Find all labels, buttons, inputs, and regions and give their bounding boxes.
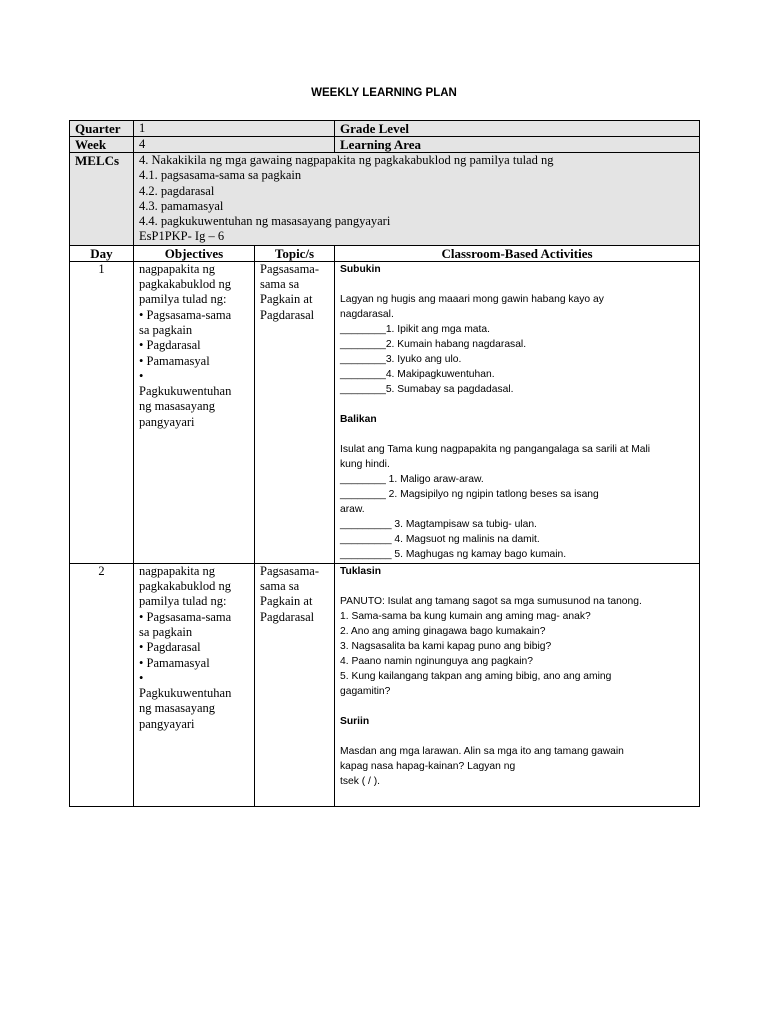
melc-line: 4. Nakakikila ng mga gawaing nagpapakita ng pagkakabuklod ng pamilya tulad ng: [139, 153, 554, 167]
column-header-day: Day: [70, 245, 134, 261]
cell-line: pamilya tulad ng:: [139, 292, 227, 307]
activity-line: 4. Paano namin nginunguya ang pagkain?: [340, 655, 533, 667]
melc-line: EsP1PKP- Ig – 6: [139, 229, 225, 244]
activity-line: Lagyan ng hugis ang maaari mong gawin habang kayo ay: [340, 293, 604, 305]
column-header-topics: Topic/s: [255, 245, 335, 261]
melc-line: 4.4. pagkukuwentuhan ng masasayang pangyayari: [139, 214, 391, 229]
activity-line: kapag nasa hapag-kainan? Lagyan ng: [340, 760, 516, 772]
cell-line: nagpapakita ng: [139, 563, 216, 578]
day-number: 2: [70, 563, 134, 806]
cell-line: • Pagsasama-sama: [139, 307, 232, 322]
cell-line: Pagkukuwentuhan: [139, 686, 232, 701]
melc-line: 4.1. pagsasama-sama sa pagkain: [139, 168, 302, 183]
document-title: WEEKLY LEARNING PLAN: [311, 87, 457, 99]
week-row: [70, 137, 700, 153]
cell-line: ng masasayang: [139, 399, 216, 414]
melc-line: 4.3. pamamasyal: [139, 198, 224, 213]
activity-line: tsek ( / ).: [340, 775, 381, 787]
cell-line: sama sa: [260, 579, 300, 594]
activity-line: 2. Ano ang aming ginagawa bago kumakain?: [340, 625, 546, 637]
activity-line: _________ 5. Maghugas ng kamay bago kumain.: [340, 548, 567, 560]
cell-line: ng masasayang: [139, 701, 216, 716]
column-header-activities: Classroom-Based Activities: [335, 245, 700, 261]
objectives-cell: [134, 261, 255, 563]
activity-line: [340, 699, 694, 714]
activity-line: 1. Sama-sama ba kung kumain ang aming mag- anak?: [340, 610, 591, 622]
cell-line: pangyayari: [139, 716, 195, 731]
column-header-objectives: Objectives: [134, 245, 255, 261]
topic-cell: [255, 563, 335, 806]
cell-line: Pagkain at: [260, 292, 313, 307]
cell-line: • Pagdarasal: [139, 640, 201, 655]
activity-line: Isulat ang Tama kung nagpapakita ng pangangalaga sa sarili at Mali: [340, 443, 651, 455]
activity-line: 5. Kung kailangang takpan ang aming bibig, ano ang aming: [340, 670, 612, 682]
cell-line: • Pamamasyal: [139, 353, 210, 368]
day-row: [70, 261, 700, 563]
cell-line: Pagsasama-: [260, 261, 320, 276]
cell-line: sama sa: [260, 277, 300, 292]
cell-line: Pagkain at: [260, 594, 313, 609]
quarter-row: [70, 121, 700, 137]
week-value: 4: [134, 137, 335, 153]
activity-line: ________1. Ipikit ang mga mata.: [340, 323, 490, 335]
day-number: 1: [70, 261, 134, 563]
activity-line: [340, 729, 694, 744]
cell-line: sa pagkain: [139, 322, 193, 337]
activities-cell: [335, 563, 700, 806]
cell-line: pamilya tulad ng:: [139, 594, 227, 609]
melcs-row: [70, 153, 700, 246]
activities-cell: [335, 261, 700, 563]
activity-line: _________ 4. Magsuot ng malinis na damit.: [340, 533, 540, 545]
cell-line: nagpapakita ng: [139, 261, 216, 276]
topic-cell: [255, 261, 335, 563]
cell-line: Pagdarasal: [260, 609, 315, 624]
grade-level-label: Grade Level: [335, 121, 700, 137]
cell-line: sa pagkain: [139, 624, 193, 639]
activity-line: _________ 3. Magtampisaw sa tubig- ulan.: [340, 518, 537, 530]
objectives-cell: [134, 563, 255, 806]
activity-line: [340, 579, 694, 594]
activity-line: ________ 2. Magsipilyo ng ngipin tatlong beses sa isang: [340, 488, 599, 500]
activity-line: 3. Nagsasalita ba kami kapag puno ang bibig?: [340, 640, 552, 652]
activity-section-heading: Suriin: [340, 715, 370, 727]
activity-section-heading: Balikan: [340, 413, 377, 425]
week-label: Week: [70, 137, 134, 153]
cell-line: pangyayari: [139, 414, 195, 429]
activity-line: Masdan ang mga larawan. Alin sa mga ito ang tamang gawain: [340, 745, 624, 757]
activity-line: nagdarasal.: [340, 308, 394, 320]
cell-line: •: [139, 368, 144, 383]
cell-line: Pagdarasal: [260, 307, 315, 322]
cell-line: pagkakabuklod ng: [139, 277, 231, 292]
activity-line: PANUTO: Isulat ang tamang sagot sa mga sumusunod na tanong.: [340, 595, 642, 607]
quarter-value: 1: [134, 121, 335, 137]
cell-line: • Pagsasama-sama: [139, 609, 232, 624]
column-header-row: [70, 245, 700, 261]
cell-line: Pagkukuwentuhan: [139, 384, 232, 399]
cell-line: • Pamamasyal: [139, 655, 210, 670]
melc-line: 4.2. pagdarasal: [139, 183, 215, 198]
activity-line: ________5. Sumabay sa pagdadasal.: [340, 383, 514, 395]
melcs-label: MELCs: [70, 153, 134, 246]
learning-plan-table: [69, 120, 700, 807]
cell-line: pagkakabuklod ng: [139, 579, 231, 594]
activity-section-heading: Tuklasin: [340, 565, 382, 577]
activity-line: [340, 277, 694, 292]
activity-line: gagamitin?: [340, 685, 391, 697]
cell-line: Pagsasama-: [260, 563, 320, 578]
melcs-content: [134, 153, 700, 246]
activity-line: kung hindi.: [340, 458, 390, 470]
activity-line: ________2. Kumain habang nagdarasal.: [340, 338, 527, 350]
activity-line: ________4. Makipagkuwentuhan.: [340, 368, 495, 380]
cell-line: •: [139, 670, 144, 685]
activity-line: [340, 427, 694, 442]
quarter-label: Quarter: [70, 121, 134, 137]
activity-section-heading: Subukin: [340, 263, 381, 275]
activity-line: ________ 1. Maligo araw-araw.: [340, 473, 484, 485]
activity-line: araw.: [340, 503, 365, 515]
cell-line: • Pagdarasal: [139, 338, 201, 353]
activity-line: [340, 397, 694, 412]
day-row: [70, 563, 700, 806]
activity-line: ________3. Iyuko ang ulo.: [340, 353, 462, 365]
learning-area-label: Learning Area: [335, 137, 700, 153]
